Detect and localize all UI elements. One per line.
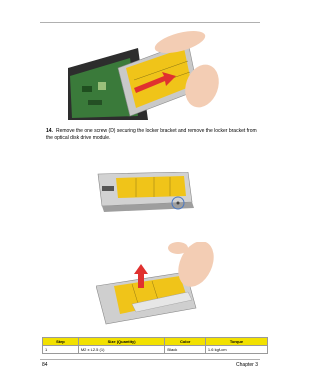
bottom-rule (40, 359, 260, 360)
instruction-step (46, 128, 262, 141)
top-rule (40, 22, 260, 23)
header-color: Color (165, 338, 206, 346)
step-text: Remove the one screw (D) securing the locker bracket and remove the locker bracket from the optical disk drive module. (46, 128, 257, 141)
step-number: 14. (46, 128, 53, 134)
header-torque: Torque (205, 338, 267, 346)
cell-step: 1 (43, 346, 79, 354)
optical-drive-screw-photo (96, 172, 196, 214)
table-row (43, 346, 268, 354)
screw-spec-table (42, 337, 268, 354)
header-step: Step (43, 338, 79, 346)
table-header-row (43, 338, 268, 346)
header-size: Size (Quantity) (78, 338, 165, 346)
page-number: 84 (42, 362, 48, 368)
bracket-removal-photo (96, 242, 220, 326)
chapter-label: Chapter 3 (236, 362, 258, 368)
cell-torque: 1.6 kgf-cm (205, 346, 267, 354)
cell-size: M2 x L2.5 (1) (78, 346, 165, 354)
cell-color: Black (165, 346, 206, 354)
removing-optical-drive-photo (68, 28, 228, 120)
